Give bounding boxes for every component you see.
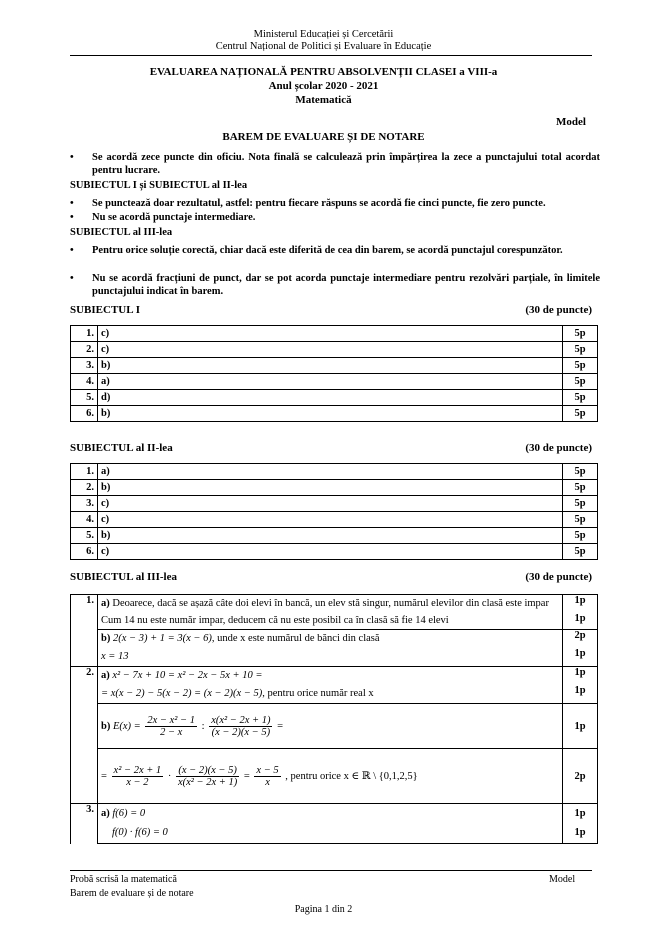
table-row <box>71 544 598 560</box>
table-row <box>71 648 598 667</box>
footer-model: Model <box>549 874 576 885</box>
section-1-header: SUBIECTUL I (30 de puncte) <box>70 304 592 316</box>
section-2-table <box>70 463 598 560</box>
q1a2-points: 1p <box>563 613 598 630</box>
footer-line-1: Probă scrisă la matematică <box>70 874 177 885</box>
points: 5p <box>563 544 598 560</box>
answer: d) <box>98 390 563 406</box>
header-divider <box>70 55 592 56</box>
answer: b) <box>98 528 563 544</box>
fraction: $\frac{x - 5}{x}$ <box>256 764 279 788</box>
q3a-points: 1p <box>563 804 598 824</box>
table-row: b) 2(x − 3) + 1 = 3(x − 6), unde x este numărul de bănci din clasă 2p <box>71 630 598 649</box>
table-row <box>71 406 598 422</box>
q2-number: 2. <box>71 667 98 804</box>
points: 5p <box>563 326 598 342</box>
barem-title: BAREM DE EVALUARE ȘI DE NOTARE <box>222 131 425 143</box>
table-row <box>71 374 598 390</box>
section-1-table <box>70 325 598 422</box>
q2a2-points: 1p <box>563 685 598 704</box>
instruction-5: • Nu se acordă fracțiuni de punct, dar se pot acorda punctaje intermediare pentru rezolvări parțiale, în limitele punctajului indicat în barem. <box>70 273 600 297</box>
table-row <box>71 480 598 496</box>
answer: b) <box>98 406 563 422</box>
answer: a) <box>98 374 563 390</box>
q1b2-eq: x = 13 <box>98 648 563 667</box>
answer: c) <box>98 326 563 342</box>
answer: b) <box>98 358 563 374</box>
answer: b) <box>98 480 563 496</box>
item-number: 1. <box>71 464 98 480</box>
section-3-header: SUBIECTUL al III-lea (30 de puncte) <box>70 571 592 583</box>
q2a-points: 1p <box>563 667 598 686</box>
item-number: 5. <box>71 390 98 406</box>
heading-s1-s2: SUBIECTUL I și SUBIECTUL al II-lea <box>70 180 248 191</box>
table-row <box>71 390 598 406</box>
table-row: = x(x − 2) − 5(x − 2) = (x − 2)(x − 5), pentru orice număr real x 1p <box>71 685 598 704</box>
table-row: 1. a) Deoarece, dacă se așază câte doi elevi în bancă, un elev stă singur, numărul elevilor din clasă este impar 1p <box>71 595 598 614</box>
points: 5p <box>563 342 598 358</box>
item-number: 5. <box>71 528 98 544</box>
table-row <box>71 823 598 844</box>
points: 5p <box>563 464 598 480</box>
q3-number: 3. <box>71 804 98 844</box>
points: 5p <box>563 406 598 422</box>
table-row <box>71 358 598 374</box>
fraction: $\frac{\text{x(x² − 2x + 1)}}{(x - 2)(x - 5)}$ <box>211 714 271 738</box>
instruction-4: • Pentru orice soluție corectă, chiar dacă este diferită de cea din barem, se acordă punctajul corespunzător. <box>70 245 563 256</box>
item-number: 4. <box>71 512 98 528</box>
answer: c) <box>98 512 563 528</box>
q1a-text: Deoarece, dacă se așază câte doi elevi în bancă, un elev stă singur, numărul elevilor din clasă este impar <box>112 598 549 609</box>
points: 5p <box>563 358 598 374</box>
school-year: Anul școlar 2020 - 2021 <box>268 80 379 92</box>
section-2-header: SUBIECTUL al II-lea (30 de puncte) <box>70 442 592 454</box>
item-number: 2. <box>71 480 98 496</box>
q1a2-text: Cum 14 nu este număr impar, deducem că nu este posibil ca în clasă să fie 14 elevi <box>98 613 563 630</box>
table-row <box>71 326 598 342</box>
q2c-points: 2p <box>563 749 598 804</box>
points: 5p <box>563 390 598 406</box>
exam-title: EVALUAREA NAȚIONALĂ PENTRU ABSOLVENȚII CLASEI a VIII-a <box>149 66 498 78</box>
page-number: Pagina 1 din 2 <box>294 904 353 915</box>
item-number: 1. <box>71 326 98 342</box>
footer-divider <box>70 870 592 871</box>
item-number: 3. <box>71 496 98 512</box>
fraction: $\frac{\text{x² − 2x + 1}}{x - 2}$ <box>113 764 162 788</box>
section-3-table <box>70 594 598 844</box>
answer: c) <box>98 544 563 560</box>
fraction: $\frac{\text{2x − x² − 1}}{2 - x}$ <box>147 714 196 738</box>
table-row: = $\frac{\text{x² − 2x + 1}}{x - 2}$ · $\frac{(x - 2)(x - 5)}{\text{x(x² − 2x + 1)}}$ = $\frac{x - 5}{x}$ , pentru orice x ∈ ℝ \ {0,1,2,5} 2p <box>71 749 598 804</box>
table-row: 2. a) x² − 7x + 10 = x² − 2x − 5x + 10 = 1p <box>71 667 598 686</box>
item-number: 4. <box>71 374 98 390</box>
center-name: Centrul Național de Politici și Evaluare în Educație <box>215 41 432 52</box>
heading-s3: SUBIECTUL al III-lea <box>70 227 173 238</box>
points: 5p <box>563 496 598 512</box>
table-row <box>71 613 598 630</box>
table-row <box>71 464 598 480</box>
q2b-points: 1p <box>563 704 598 749</box>
table-row: b) E(x) = $\frac{\text{2x − x² − 1}}{2 - x}$ : $\frac{\text{x(x² − 2x + 1)}}{(x - 2)(x - 5)}$ = 1p <box>71 704 598 749</box>
table-row <box>71 496 598 512</box>
answer: a) <box>98 464 563 480</box>
points: 5p <box>563 512 598 528</box>
item-number: 2. <box>71 342 98 358</box>
model-label: Model <box>556 116 586 128</box>
table-row <box>71 528 598 544</box>
item-number: 6. <box>71 406 98 422</box>
item-number: 3. <box>71 358 98 374</box>
instruction-2: • Se punctează doar rezultatul, astfel: pentru fiecare răspuns se acordă fie cinci puncte, fie zero puncte. <box>70 198 546 209</box>
footer-line-2: Barem de evaluare și de notare <box>70 888 194 899</box>
instruction-3: • Nu se acordă punctaje intermediare. <box>70 212 256 223</box>
subject-name: Matematică <box>295 94 352 106</box>
points: 5p <box>563 480 598 496</box>
q3a2-eq: f(0) · f(6) = 0 <box>98 823 563 844</box>
answer: c) <box>98 342 563 358</box>
points: 5p <box>563 528 598 544</box>
answer: c) <box>98 496 563 512</box>
instruction-1: • Se acordă zece puncte din oficiu. Nota finală se calculează prin împărțirea la zece a punctajului total acordat pentru lucrare. <box>70 152 600 176</box>
ministry-name: Ministerul Educației și Cercetării <box>253 29 394 40</box>
item-number: 6. <box>71 544 98 560</box>
points: 5p <box>563 374 598 390</box>
table-row <box>71 342 598 358</box>
q1b2-points: 1p <box>563 648 598 667</box>
q3a2-points: 1p <box>563 823 598 844</box>
q1a-points: 1p <box>563 595 598 614</box>
q1-number: 1. <box>71 595 98 667</box>
q1b-points: 2p <box>563 630 598 649</box>
table-row: 3. a) f(6) = 0 1p <box>71 804 598 824</box>
table-row <box>71 512 598 528</box>
fraction: $\frac{(x - 2)(x - 5)}{\text{x(x² − 2x + 1)}}$ <box>177 764 238 788</box>
